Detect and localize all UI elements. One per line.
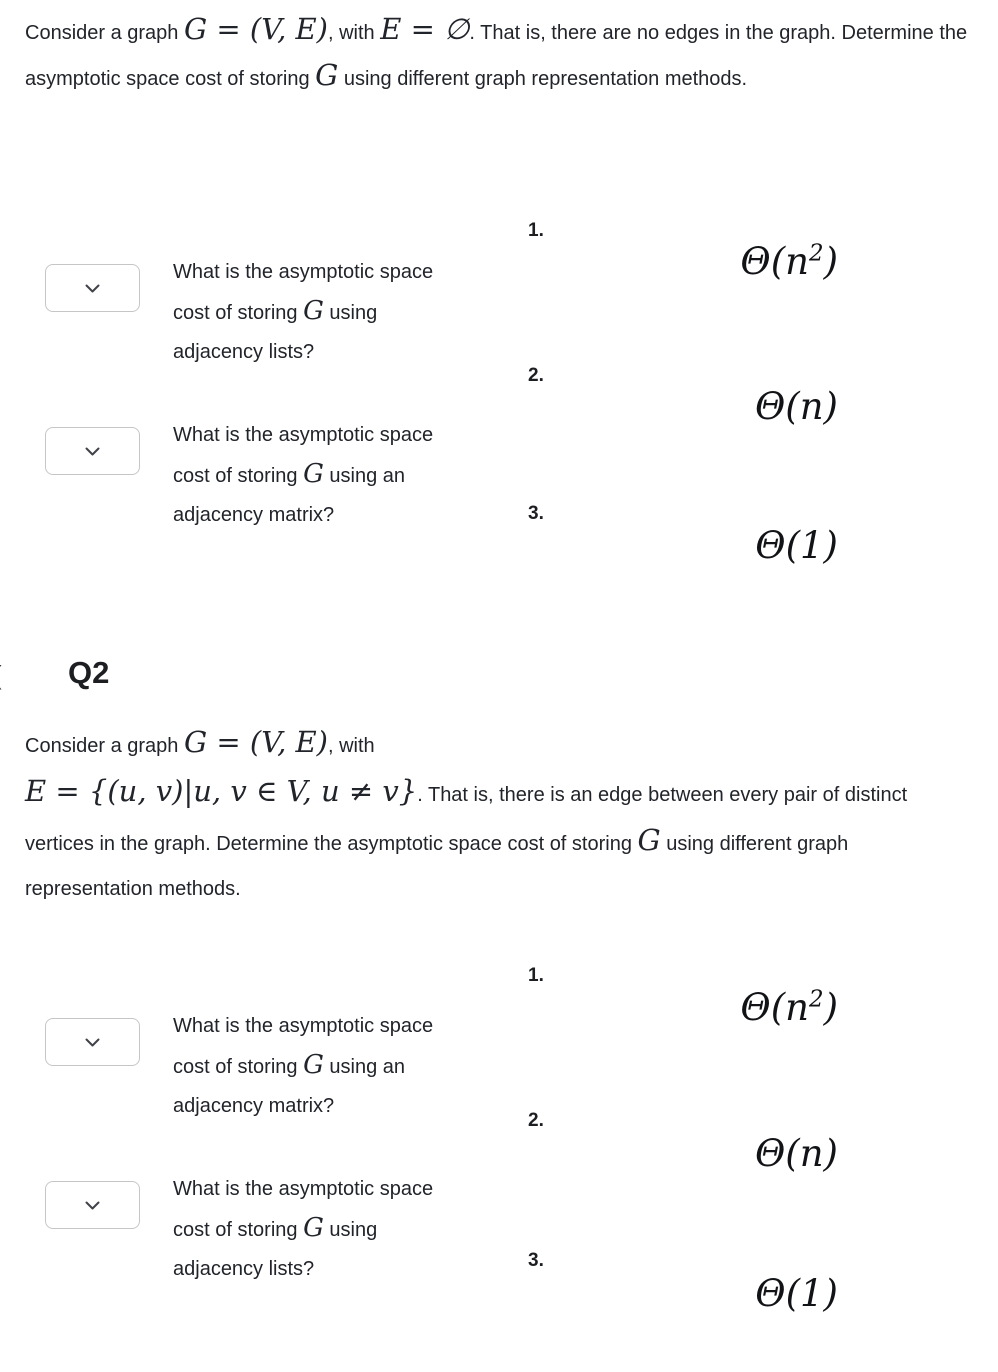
intro-text-segment: using different graph representation methods. <box>338 68 748 90</box>
match-prompt-adjacency-lists <box>173 1170 451 1289</box>
prompt-text-segment: What is the asymptotic space cost of storing <box>173 1015 434 1078</box>
intro-text-segment: Consider a graph <box>25 22 184 44</box>
option-math: Θ(1) <box>755 1272 838 1315</box>
intro-text-segment: using different graph representation methods. <box>25 833 849 900</box>
intro-math-segment: G = (V, E) <box>183 12 328 46</box>
answer-dropdown-q2-adjacency-lists[interactable] <box>45 1181 140 1229</box>
question-2-intro <box>25 720 977 912</box>
intro-text-segment: , with <box>328 22 381 44</box>
option-number: 1. <box>528 965 544 986</box>
option-value <box>528 1272 838 1315</box>
chevron-down-icon <box>85 447 100 456</box>
option-math-sup: 2 <box>808 986 824 1013</box>
prompt-math-segment: G <box>303 1213 324 1243</box>
option-value <box>528 240 838 283</box>
option-number: 2. <box>528 1110 544 1131</box>
option-number: 2. <box>528 365 544 386</box>
intro-math-segment: G = (V, E) <box>183 725 328 759</box>
match-prompt-adjacency-matrix <box>173 416 451 535</box>
option-value <box>528 385 838 428</box>
question-1-intro <box>25 8 977 100</box>
option-value <box>528 1132 838 1175</box>
option-math: Θ(n) <box>754 1132 838 1175</box>
option-math-sup: 2 <box>808 240 824 267</box>
question-2-heading: Q2 <box>68 655 110 690</box>
option-value <box>528 986 838 1029</box>
clipped-edge-artifact <box>0 660 2 691</box>
option-math: ) <box>823 240 838 283</box>
option-number: 3. <box>528 1250 544 1271</box>
option-number: 1. <box>528 220 544 241</box>
option-number: 3. <box>528 503 544 524</box>
chevron-down-icon <box>85 1201 100 1210</box>
intro-text-segment: . That is, there is an edge between every pair of distinct vertices in the graph. Determine the asymptotic space cost of storing <box>25 784 908 855</box>
answer-dropdown-q1-adjacency-matrix[interactable] <box>45 427 140 475</box>
intro-text-segment: . That is, there are no edges in the graph. Determine the asymptotic space cost of storing <box>25 22 968 90</box>
prompt-text-segment: What is the asymptotic space cost of storing <box>173 424 434 487</box>
option-math: Θ(n) <box>754 385 838 428</box>
chevron-down-icon <box>85 1038 100 1047</box>
chevron-down-icon <box>85 284 100 293</box>
prompt-text-segment: What is the asymptotic space cost of storing <box>173 261 434 324</box>
match-prompt-adjacency-lists <box>173 253 451 372</box>
prompt-text-segment: What is the asymptotic space cost of storing <box>173 1178 434 1241</box>
option-value <box>528 524 838 567</box>
prompt-text-segment: using an adjacency matrix? <box>173 1056 406 1117</box>
prompt-text-segment: using adjacency lists? <box>173 1219 378 1280</box>
intro-math-segment: E = {(u, v)|u, v ∈ V, u ≠ v} <box>25 774 418 808</box>
prompt-math-segment: G <box>303 459 324 489</box>
intro-text-segment: , with <box>328 735 375 757</box>
prompt-math-segment: G <box>303 296 324 326</box>
answer-dropdown-q1-adjacency-lists[interactable] <box>45 264 140 312</box>
option-math: ) <box>823 986 838 1029</box>
prompt-math-segment: G <box>303 1050 324 1080</box>
intro-math-segment: G <box>637 823 661 857</box>
answer-dropdown-q2-adjacency-matrix[interactable] <box>45 1018 140 1066</box>
intro-math-segment: G <box>315 58 339 92</box>
prompt-text-segment: using an adjacency matrix? <box>173 465 406 526</box>
option-math: Θ(n <box>740 240 809 283</box>
option-math: Θ(n <box>740 986 809 1029</box>
option-math: Θ(1) <box>755 524 838 567</box>
match-prompt-adjacency-matrix <box>173 1007 451 1126</box>
intro-math-segment: E = ∅ <box>380 12 470 46</box>
intro-text-segment: Consider a graph <box>25 735 184 757</box>
prompt-text-segment: using adjacency lists? <box>173 302 378 363</box>
